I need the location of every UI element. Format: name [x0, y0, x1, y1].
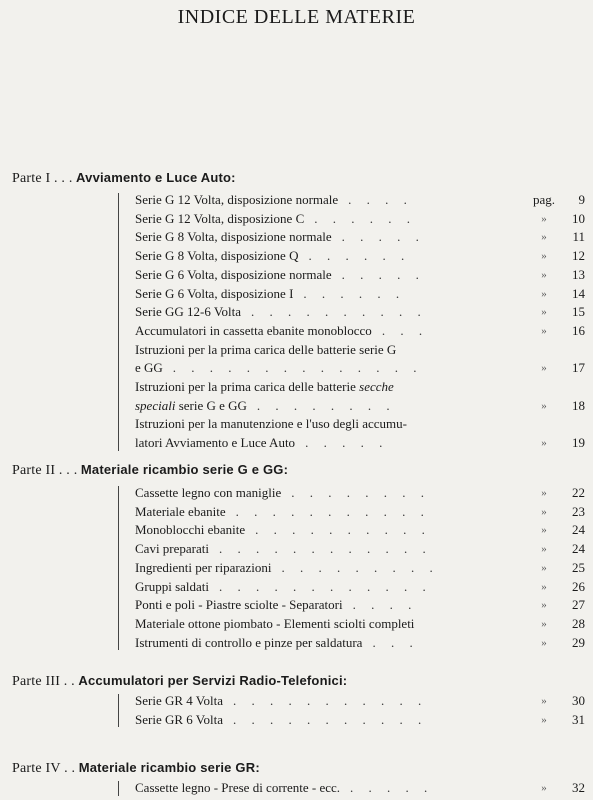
toc-entry	[135, 341, 585, 359]
leader-dots: . . . . . . . . . . .	[235, 503, 430, 519]
entry-text	[135, 559, 271, 577]
entry-text	[135, 596, 343, 614]
page-title: INDICE DELLE MATERIE	[177, 6, 416, 28]
page-prefix: »	[541, 487, 547, 499]
part-label: Parte I . . .	[12, 171, 73, 186]
toc-entry	[135, 503, 585, 521]
part-title: Accumulatori per Servizi Radio-Telefonici:	[78, 673, 348, 688]
page-number: 22	[572, 485, 585, 500]
toc-entry	[135, 484, 585, 502]
entry-label: Istruzioni per la prima carica delle batterie	[135, 379, 356, 394]
entry-label: latori Avviamento e Luce Auto	[135, 435, 296, 451]
page-prefix: »	[541, 399, 547, 412]
entry-label: Ingredienti per riparazioni	[135, 559, 272, 575]
leader-dots: . . . .	[348, 192, 413, 207]
entry-text	[135, 434, 295, 452]
page-prefix: »	[541, 250, 547, 263]
page-prefix: »	[541, 231, 547, 244]
entry-text	[135, 503, 226, 521]
leader-dots: . . . . .	[350, 780, 434, 795]
entry-label: Cavi preparati	[135, 541, 209, 557]
entry-text	[135, 303, 241, 321]
entry-label: Cassette legno - Prese di corrente - ecc.	[135, 780, 341, 795]
toc-entry	[135, 692, 585, 710]
page-number: 23	[572, 503, 585, 519]
toc-entry	[135, 415, 585, 433]
toc-entry	[135, 378, 585, 396]
part-bracket-rule	[118, 694, 119, 727]
toc-entry	[135, 285, 585, 303]
page-prefix: pag.	[532, 192, 556, 207]
page-prefix: »	[541, 561, 547, 574]
entry-text	[135, 397, 247, 415]
entry-text	[135, 322, 372, 340]
page-number: 30	[572, 693, 585, 708]
toc-entry	[135, 228, 585, 246]
toc-entry	[135, 711, 585, 729]
entry-text	[135, 634, 362, 652]
entry-label: Accumulatori in cassetta ebanite monoblocco	[135, 322, 372, 338]
entry-text	[135, 210, 304, 228]
leader-dots: . . . . .	[305, 435, 389, 451]
part-bracket-rule	[118, 486, 119, 650]
entry-text	[135, 711, 223, 729]
page-prefix: »	[541, 599, 547, 612]
page-number: 13	[572, 266, 585, 282]
page-number: 18	[572, 397, 585, 413]
entry-text	[135, 285, 293, 303]
leader-dots: . . . . . . . . . . . .	[219, 541, 432, 557]
entry-label: Istruzioni per la prima carica delle batterie serie G	[135, 341, 397, 357]
page-prefix: »	[541, 695, 547, 707]
entry-label: Ponti e poli - Piastre sciolte - Separatori	[135, 597, 343, 613]
toc-entry	[135, 596, 585, 614]
leader-dots: . . . . . . . . .	[281, 559, 439, 575]
entry-text	[135, 484, 281, 502]
toc-entry	[135, 266, 585, 284]
part-heading	[12, 462, 288, 479]
page-prefix: »	[541, 437, 547, 450]
toc-entry	[135, 247, 585, 265]
entry-label: Cassette legno con maniglie	[135, 485, 282, 500]
page-prefix: »	[541, 524, 547, 537]
toc-entry	[135, 559, 585, 577]
part-heading	[12, 673, 347, 690]
page-number: 19	[572, 435, 585, 451]
page-prefix: »	[541, 580, 547, 593]
entry-text	[135, 247, 298, 265]
page-number: 31	[572, 711, 585, 727]
page-number: 26	[572, 578, 585, 594]
part-label: Parte III . .	[12, 674, 75, 689]
entry-label: Serie G 8 Volta, disposizione Q	[135, 248, 299, 264]
entry-label: Serie GR 4 Volta	[135, 693, 223, 708]
leader-dots: . . . . . .	[314, 210, 416, 226]
toc-entry	[135, 397, 585, 415]
part-heading	[12, 170, 236, 187]
part-title: Materiale ricambio serie G e GG:	[80, 462, 289, 477]
entry-text	[135, 341, 396, 359]
leader-dots: . . . . . . . . . . . . . .	[172, 360, 423, 376]
leader-dots: . . . . . .	[303, 285, 406, 301]
page-prefix: »	[541, 543, 547, 556]
page-number: 24	[572, 522, 585, 538]
entry-italic-text: secche	[359, 379, 394, 394]
page-number: 15	[572, 304, 585, 320]
entry-text	[135, 779, 340, 797]
leader-dots: . . . . . . . .	[256, 397, 396, 413]
toc-entry	[135, 779, 585, 797]
leader-dots: . . . . . . . . . . .	[233, 693, 428, 708]
leader-dots: . . . . . . . . . .	[255, 522, 431, 538]
toc-entry	[135, 434, 585, 452]
entry-text	[135, 191, 338, 209]
toc-entry	[135, 322, 585, 340]
page-prefix: »	[541, 362, 547, 375]
leader-dots: . . . . . .	[308, 248, 411, 264]
toc-entry	[135, 210, 585, 228]
entry-label: Serie GR 6 Volta	[135, 711, 223, 727]
page-number: 27	[572, 597, 585, 613]
page-prefix: »	[541, 212, 547, 225]
entry-label: Gruppi saldati	[135, 578, 210, 594]
entry-label: Serie G 6 Volta, disposizione normale	[135, 266, 332, 282]
entry-label: Serie G 6 Volta, disposizione I	[135, 285, 294, 301]
leader-dots: . . . . . . . .	[291, 485, 430, 500]
toc-entry	[135, 303, 585, 321]
entry-text	[135, 540, 209, 558]
entry-label: e GG	[135, 360, 163, 376]
part-heading	[12, 760, 260, 777]
entry-text	[135, 521, 245, 539]
entry-label: Materiale ebanite	[135, 503, 226, 519]
toc-entry	[135, 191, 585, 209]
page-prefix: »	[541, 505, 547, 518]
toc-entry	[135, 578, 585, 596]
part-label: Parte IV . .	[12, 761, 76, 776]
leader-dots: . . .	[372, 634, 419, 650]
entry-label: serie G e GG	[178, 397, 247, 413]
entry-text	[135, 378, 394, 396]
leader-dots: . . . . .	[341, 266, 425, 282]
entry-label: Istrumenti di controllo e pinze per saldatura	[135, 634, 363, 650]
page-prefix: »	[541, 268, 547, 281]
page-number: 10	[572, 210, 585, 226]
page-number: 28	[572, 615, 585, 631]
part-title: Materiale ricambio serie GR:	[78, 760, 260, 775]
page-prefix: »	[541, 636, 547, 649]
page-number: 12	[572, 248, 585, 264]
page-number: 29	[572, 634, 585, 650]
part-bracket-rule	[118, 781, 119, 796]
entry-italic-text: speciali	[135, 397, 176, 413]
entry-text	[135, 615, 414, 633]
part-label: Parte II . . .	[12, 463, 78, 478]
entry-label: Serie GG 12-6 Volta	[135, 304, 242, 320]
entry-label: Materiale ottone piombato - Elementi sciolti completi	[135, 615, 415, 631]
entry-text	[135, 578, 209, 596]
page-number: 25	[572, 559, 585, 575]
page-prefix: »	[541, 617, 547, 630]
toc-entry	[135, 359, 585, 377]
page-number: 9	[578, 192, 585, 207]
toc-entry	[135, 634, 585, 652]
entry-label: Serie G 12 Volta, disposizione C	[135, 210, 305, 226]
toc-entry	[135, 540, 585, 558]
entry-label: Serie G 8 Volta, disposizione normale	[135, 229, 332, 245]
toc-entry	[135, 521, 585, 539]
part-bracket-rule	[118, 193, 119, 451]
page-prefix: »	[541, 713, 547, 726]
leader-dots: . . . . .	[341, 229, 425, 245]
page-number: 11	[572, 229, 585, 245]
entry-text	[135, 266, 332, 284]
entry-label: Serie G 12 Volta, disposizione normale	[135, 192, 339, 207]
page-prefix: »	[541, 287, 547, 300]
entry-text	[135, 692, 223, 710]
page-prefix: »	[541, 324, 547, 337]
leader-dots: . . . . . . . . . . .	[233, 711, 428, 727]
leader-dots: . . .	[381, 322, 429, 338]
entry-label: Monoblocchi ebanite	[135, 522, 246, 538]
entry-text	[135, 228, 332, 246]
leader-dots: . . . . . . . . . .	[251, 304, 427, 320]
part-title: Avviamento e Luce Auto:	[76, 170, 236, 185]
entry-label: Istruzioni per la manutenzione e l'uso degli accumu-	[135, 416, 407, 432]
leader-dots: . . . .	[352, 597, 418, 613]
page-prefix: »	[541, 782, 547, 794]
page-number: 16	[572, 322, 585, 338]
page-number: 14	[572, 285, 585, 301]
entry-text	[135, 359, 163, 377]
page-number: 24	[572, 541, 585, 557]
leader-dots: . . . . . . . . . . . .	[219, 578, 432, 594]
page-prefix: »	[541, 306, 547, 319]
toc-entry	[135, 615, 585, 633]
entry-text	[135, 415, 407, 433]
page-number: 17	[572, 360, 585, 376]
page-number: 32	[572, 780, 585, 795]
